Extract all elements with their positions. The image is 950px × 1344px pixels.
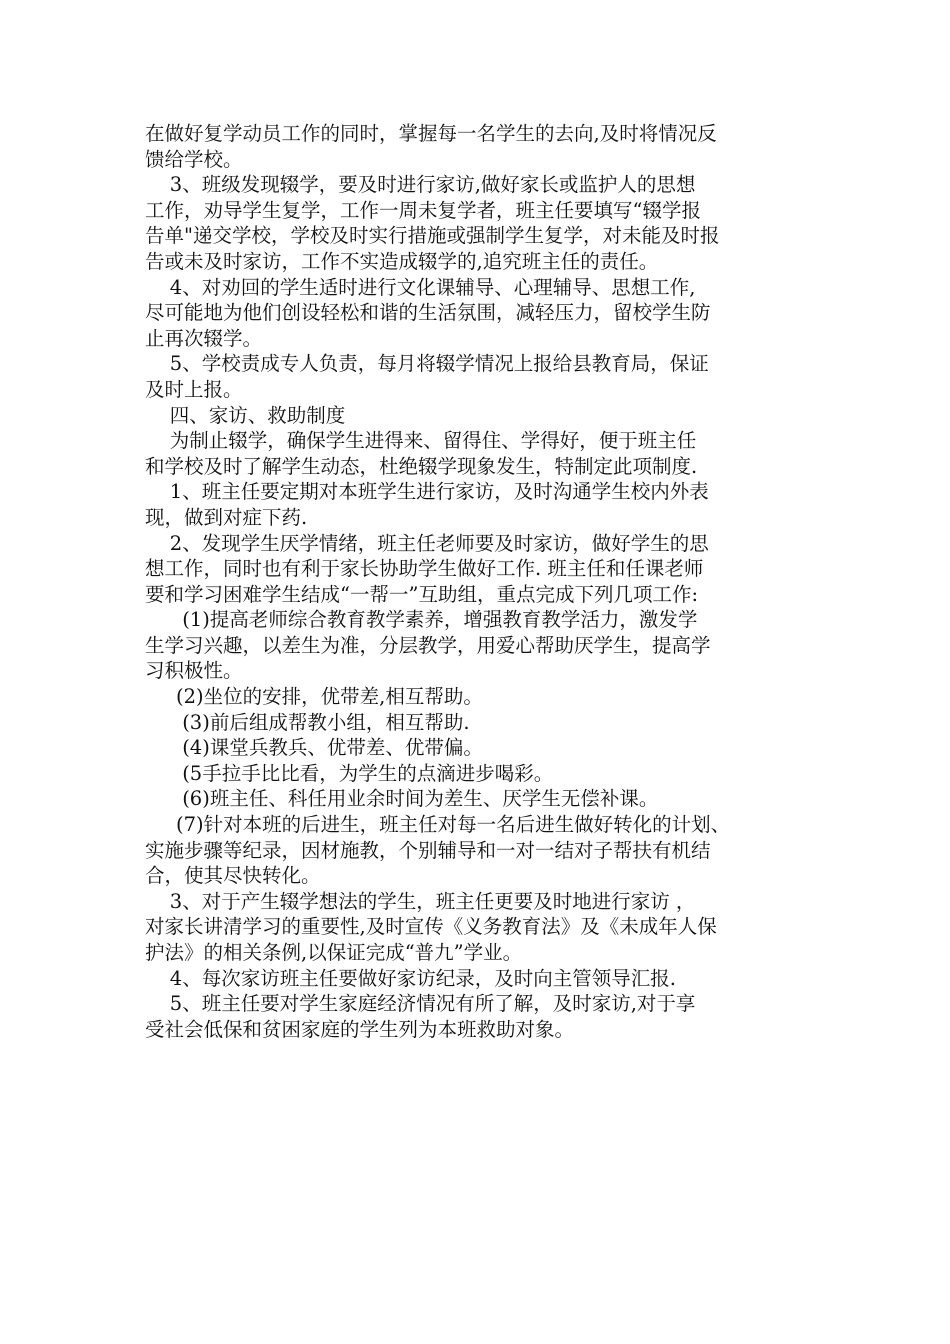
text-line: (6)班主任、科任用业余时间为差生、厌学生无偿补课。 <box>145 787 659 811</box>
text-line: 生学习兴趣，以差生为准，分层教学，用爱心帮助厌学生，提高学 <box>145 633 711 657</box>
text-line: 5、班主任要对学生家庭经济情况有所了解，及时家访,对于享 <box>145 992 696 1016</box>
text-line: (1)提高老师综合教育教学素养，增强教育教学活力，激发学 <box>145 608 698 632</box>
text-line: 3、对于产生辍学想法的学生，班主任更要及时地进行家访 ， <box>145 889 696 913</box>
text-line: 现，做到对症下药. <box>145 505 308 529</box>
text-line: 1、班主任要定期对本班学生进行家访，及时沟通学生校内外表 <box>145 480 709 504</box>
document-body <box>145 121 810 1042</box>
text-line: 受社会低保和贫困家庭的学生列为本班救助对象。 <box>145 1017 575 1041</box>
text-line: 4、每次家访班主任要做好家访纪录，及时向主管领导汇报. <box>145 966 676 990</box>
text-line: 护法》的相关条例,以保证完成“普九”学业。 <box>145 941 523 964</box>
text-line: 在做好复学动员工作的同时，掌握每一名学生的去向,及时将情况反 <box>145 122 717 145</box>
text-line: 止再次辍学。 <box>145 326 263 350</box>
text-line: 5、学校责成专人负责，每月将辍学情况上报给县教育局，保证 <box>145 352 709 376</box>
text-line: (7)针对本班的后进生，班主任对每一名后进生做好转化的计划、 <box>145 813 731 837</box>
text-line: 尽可能地为他们创设轻松和谐的生活氛围，减轻压力，留校学生防 <box>145 301 711 325</box>
text-line: (2)坐位的安排，优带差,相互帮助。 <box>145 685 483 709</box>
text-line: 对家长讲清学习的重要性,及时宣传《义务教育法》及《未成年人保 <box>145 915 717 939</box>
text-line: (4)课堂兵教兵、优带差、优带偏。 <box>145 736 483 760</box>
text-line: 馈给学校。 <box>145 147 243 171</box>
text-line: 4、对劝回的学生适时进行文化课辅导、心理辅导、思想工作, <box>145 275 696 299</box>
text-line: 告单"递交学校，学校及时实行措施或强制学生复学，对未能及时报 <box>145 224 720 248</box>
text-line: 想工作，同时也有利于家长协助学生做好工作. 班主任和任课老师 <box>145 557 704 581</box>
text-line: 及时上报。 <box>145 377 243 401</box>
section-heading: 四、家访、救助制度 <box>145 403 346 427</box>
text-line: (3)前后组成帮教小组，相互帮助. <box>145 710 470 734</box>
text-line: 3、班级发现辍学，要及时进行家访,做好家长或监护人的思想 <box>145 173 696 197</box>
text-line: 要和学习困难学生结成“一帮一”互助组，重点完成下列几项工作: <box>145 582 699 606</box>
text-line: 实施步骤等纪录，因材施教，个别辅导和一对一结对子帮扶有机结 <box>145 838 711 862</box>
text-line: 告或未及时家访，工作不实造成辍学的,追究班主任的责任。 <box>145 249 659 273</box>
text-line: 为制止辍学，确保学生进得来、留得住、学得好，便于班主任 <box>145 429 697 453</box>
text-line: 和学校及时了解学生动态，杜绝辍学现象发生，特制定此项制度. <box>145 454 698 478</box>
text-line: 习积极性。 <box>145 659 243 683</box>
text-line: 2、发现学生厌学情绪，班主任老师要及时家访，做好学生的思 <box>145 531 709 555</box>
text-line: 合，使其尽快转化。 <box>145 864 321 888</box>
text-line: (5手拉手比比看，为学生的点滴进步喝彩。 <box>145 761 554 785</box>
text-line: 工作，劝导学生复学，工作一周未复学者，班主任要填写“辍学报 <box>145 198 701 222</box>
